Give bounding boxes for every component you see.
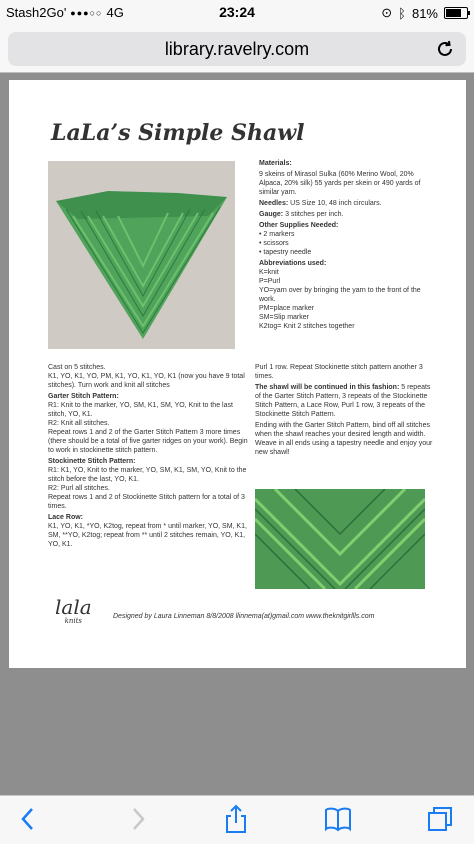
materials-heading: Materials: [259,160,292,167]
abbreviations-list [259,268,437,331]
tabs-icon[interactable] [425,804,455,834]
supplies-item: • scissors [259,240,289,247]
share-icon[interactable] [221,804,251,834]
shawl-photo [48,161,235,349]
ending-text: Ending with the Garter Stitch Pattern, bind off all stitches when the shawl reaches your desired length and width. Weave in all ends using a tapestry needle and enjoy your new shawl! [255,422,433,456]
app-back-label[interactable]: Stash2Go' [6,5,67,20]
clock: 23:24 [219,4,255,20]
stockinette-heading: Stockinette Stitch Pattern: [48,458,136,465]
stockinette-repeat: Repeat rows 1 and 2 of Stockinette Stitch pattern for a total of 3 times. [48,494,245,510]
continued-text: 5 repeats of the Garter Stitch Pattern, 3 repeats of the Stockinette Stitch Pattern, a Lace Row, Purl 1 row, 3 repeats of the Stockinette Stitch Pattern. [255,384,431,418]
garter-row2: R2: Knit all stitches. [48,420,110,427]
garter-row1: R1: Knit to the marker, YO, SM, K1, SM, YO, Knit to the last stitch, YO, K1. [48,402,233,418]
supplies-heading: Other Supplies Needed: [259,222,339,229]
shawl-detail-photo [255,489,425,589]
garter-repeat: Repeat rows 1 and 2 of the Garter Stitch Pattern 3 more times (there should be a total of five garter ridges on your work). Begin to work in stockinette stitch pattern. [48,429,248,454]
abbreviation-item: PM=place marker [259,305,315,312]
pattern-page [9,80,466,668]
network-label: 4G [106,5,124,20]
abbreviations-heading: Abbreviations used: [259,260,327,267]
cast-on-text: K1, YO, K1, YO, PM, K1, YO, K1, YO, K1 (now you have 9 total stitches). Turn work and knit all stitches [48,373,245,389]
cast-on-heading: Cast on 5 stitches. [48,364,106,371]
instructions-column [48,363,248,551]
materials-column [259,159,437,331]
forward-icon[interactable] [122,804,152,834]
back-icon[interactable] [14,804,44,834]
browser-toolbar [0,795,474,844]
battery-percent: 81% [411,5,438,21]
supplies-item: • tapestry needle [259,249,312,256]
orientation-lock-icon: ⊙ [381,5,393,20]
continuation-column [255,363,435,459]
stockinette-row1: R1: K1, YO, Knit to the marker, YO, SM, K1, SM, YO, Knit to the stitch before the last, YO, K1. [48,467,247,483]
supplies-list [259,230,437,257]
abbreviation-item: P=Purl [259,278,281,285]
lala-knits-logo [55,597,92,625]
purl-row-text: Purl 1 row. Repeat Stockinette stitch pattern another 3 times. [255,364,423,380]
abbreviation-item: K2tog= Knit 2 stitches together [259,323,355,330]
lace-text: K1, YO, K1, *YO, K2tog, repeat from * until marker, YO, SM, K1, SM, **YO, K2tog; repeat from ** until 2 stitches remain, YO, K1, YO, K1. [48,523,247,548]
bookmarks-icon[interactable] [323,804,353,834]
signal-icon: ●●●○○ [70,7,103,18]
url-bar [0,26,474,73]
reload-icon[interactable] [434,38,456,60]
logo-sub: knits [64,617,83,625]
pattern-footer: Designed by Laura Linneman 8/8/2008 llinnema(at)gmail.com www.theknitgirllls.com [113,613,375,620]
battery-icon [444,7,468,19]
gauge-heading: Gauge: [259,211,284,218]
continued-heading: The shawl will be continued in this fashion: [255,384,400,391]
stockinette-row2: R2: Purl all stitches. [48,485,110,492]
battery-fill [446,9,461,17]
needles-heading: Needles: [259,200,289,207]
gauge-text: 3 stitches per inch. [283,211,344,218]
url-text[interactable]: library.ravelry.com [164,39,310,59]
address-field[interactable] [8,32,466,66]
abbreviation-item: SM=Slip marker [259,314,309,321]
abbreviation-item: YO=yarn over by bringing the yarn to the front of the work. [259,287,421,303]
materials-text: 9 skeins of Mirasol Sulka (60% Merino Wool, 20% Alpaca, 20% silk) 55 yards per skein or 490 yards of similar yarn. [259,171,421,196]
abbreviation-item: K=knit [259,269,279,276]
supplies-item: • 2 markers [259,231,295,238]
status-bar [0,0,474,26]
needles-text: US Size 10, 48 inch circulars. [288,200,382,207]
bluetooth-icon: ᛒ [398,5,406,21]
logo-main: lala [55,595,92,619]
pattern-title: LaLa’s Simple Shawl [51,120,305,146]
garter-heading: Garter Stitch Pattern: [48,393,119,400]
lace-heading: Lace Row: [48,514,84,521]
